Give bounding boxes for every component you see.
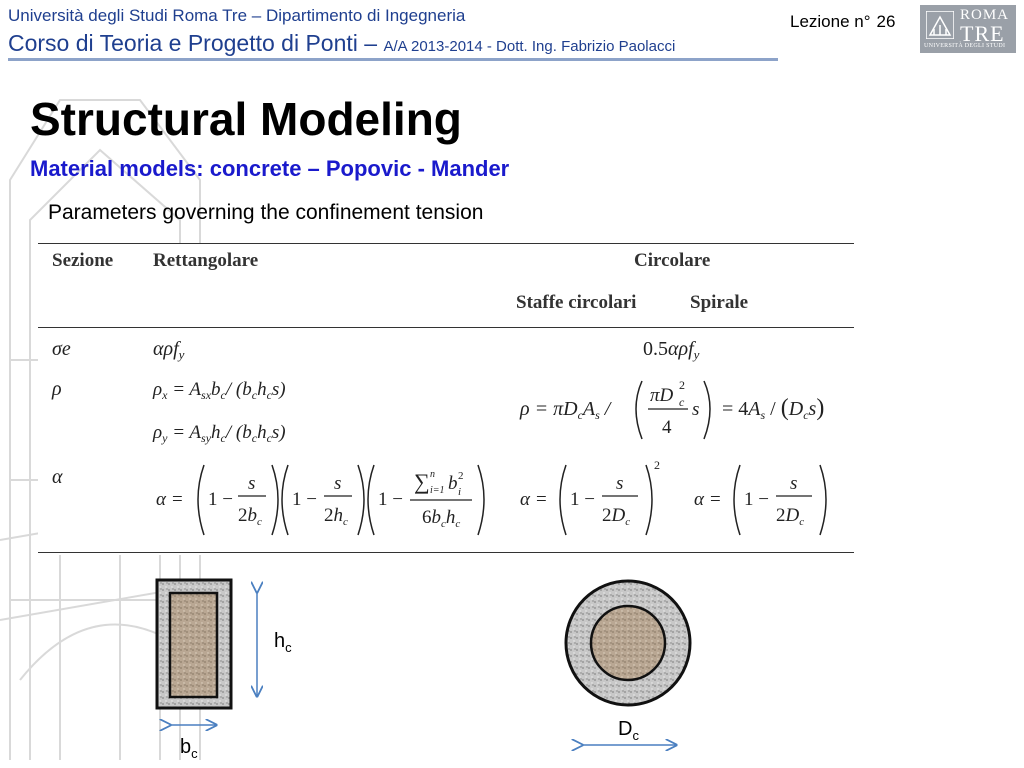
- formula-rho-x: $\rho_x = A_{sx}b_c/$ $(b_ch_cs)$: [153, 379, 286, 402]
- svg-text:2Dc: $2D_c$: [602, 505, 631, 528]
- svg-text:b: b: [448, 473, 458, 494]
- course-subtitle: A/A 2013-2014 - Dott. Ing. Fabrizio Paolacci: [383, 38, 676, 55]
- svg-text:α: α: [520, 489, 530, 510]
- svg-text:2Dc: $2D_c$: [776, 505, 805, 528]
- intro-text: Parameters governing the confinement tension: [48, 201, 484, 224]
- svg-text:2bc: $2b_c$: [238, 505, 262, 528]
- svg-text:1 −: 1 −: [378, 489, 403, 510]
- svg-text:1 −: 1 −: [208, 489, 233, 510]
- lesson-label: Lezione n°: [790, 12, 871, 31]
- svg-text:1 −: 1 −: [292, 489, 317, 510]
- svg-text:1 −: 1 −: [744, 489, 769, 510]
- logo-tre: TRE: [960, 21, 1005, 46]
- svg-text:s: s: [334, 473, 342, 494]
- svg-text:=: =: [710, 489, 721, 510]
- col-header-circolare: Circolare: [634, 250, 711, 271]
- svg-text:2: 2: [654, 458, 660, 472]
- svg-text:6bchc: $6b_ch_c$: [422, 507, 461, 530]
- logo-roma: ROMA: [960, 7, 1010, 23]
- logo-subtitle: UNIVERSITÀ DEGLI STUDI: [924, 43, 1006, 49]
- slide-subtitle: Material models: concrete – Popovic - Mander: [30, 156, 510, 181]
- rectangular-section: [157, 580, 231, 708]
- svg-text:c: c: [679, 395, 685, 409]
- svg-text:=: =: [172, 489, 183, 510]
- svg-text:α: α: [694, 489, 704, 510]
- svg-text:i: i: [458, 486, 462, 498]
- svg-text:s: s: [616, 473, 624, 494]
- label-bc-main: b: [180, 736, 192, 758]
- lesson-number: 26: [876, 12, 896, 31]
- symbol-rho: ρ: [52, 378, 62, 400]
- col-header-spirale: Spirale: [690, 292, 749, 313]
- slide-title: Structural Modeling: [30, 93, 462, 145]
- formula-sigma-circ: 0.5αρf$_y$: [643, 338, 700, 362]
- col-header-sezione: Sezione: [52, 250, 114, 271]
- svg-text:πD: πD: [650, 385, 674, 406]
- svg-text:4: 4: [662, 417, 672, 438]
- svg-text:1 −: 1 −: [570, 489, 595, 510]
- col-header-rettangolare: Rettangolare: [153, 250, 259, 271]
- course-title: Corso di Teoria e Progetto di Ponti –: [8, 30, 378, 56]
- svg-text:2: 2: [679, 378, 685, 392]
- col-header-staffe: Staffe circolari: [516, 292, 637, 313]
- svg-text:n: n: [430, 469, 435, 480]
- label-hc-main: h: [274, 630, 286, 652]
- label-hc: [274, 630, 292, 655]
- label-bc: [180, 736, 198, 761]
- label-dc-sub: c: [632, 728, 639, 743]
- svg-text:2hc: $2h_c$: [324, 505, 348, 528]
- label-dc-main: D: [618, 718, 633, 740]
- svg-text:s: s: [692, 399, 700, 420]
- label-bc-sub: c: [191, 746, 198, 761]
- symbol-alpha: α: [52, 466, 63, 488]
- formula-rho-y: $\rho_y = A_{sy}h_c/$ $(b_ch_cs)$: [153, 422, 286, 445]
- svg-text:s: s: [790, 473, 798, 494]
- svg-text:s: s: [248, 473, 256, 494]
- label-dc: [618, 718, 639, 743]
- svg-text:2: 2: [458, 470, 464, 482]
- svg-text:i=1: i=1: [430, 485, 445, 496]
- svg-text:∑: ∑: [414, 469, 430, 494]
- svg-text:= 4As / (Dcs): = $4A_s / (D_cs)$: [722, 395, 825, 422]
- symbol-sigma-e: σe: [52, 338, 71, 360]
- university-line: Università degli Studi Roma Tre – Dipartimento di Ingegneria: [8, 6, 466, 25]
- circular-section: [566, 581, 690, 705]
- svg-text:α: α: [156, 489, 166, 510]
- formula-sigma-rect: αρf$_y$: [153, 338, 185, 362]
- svg-text:ρ = πDcAs /: $\rho = \pi D_cA_s$ /: [520, 398, 611, 422]
- svg-text:=: =: [536, 489, 547, 510]
- label-hc-sub: c: [285, 640, 292, 655]
